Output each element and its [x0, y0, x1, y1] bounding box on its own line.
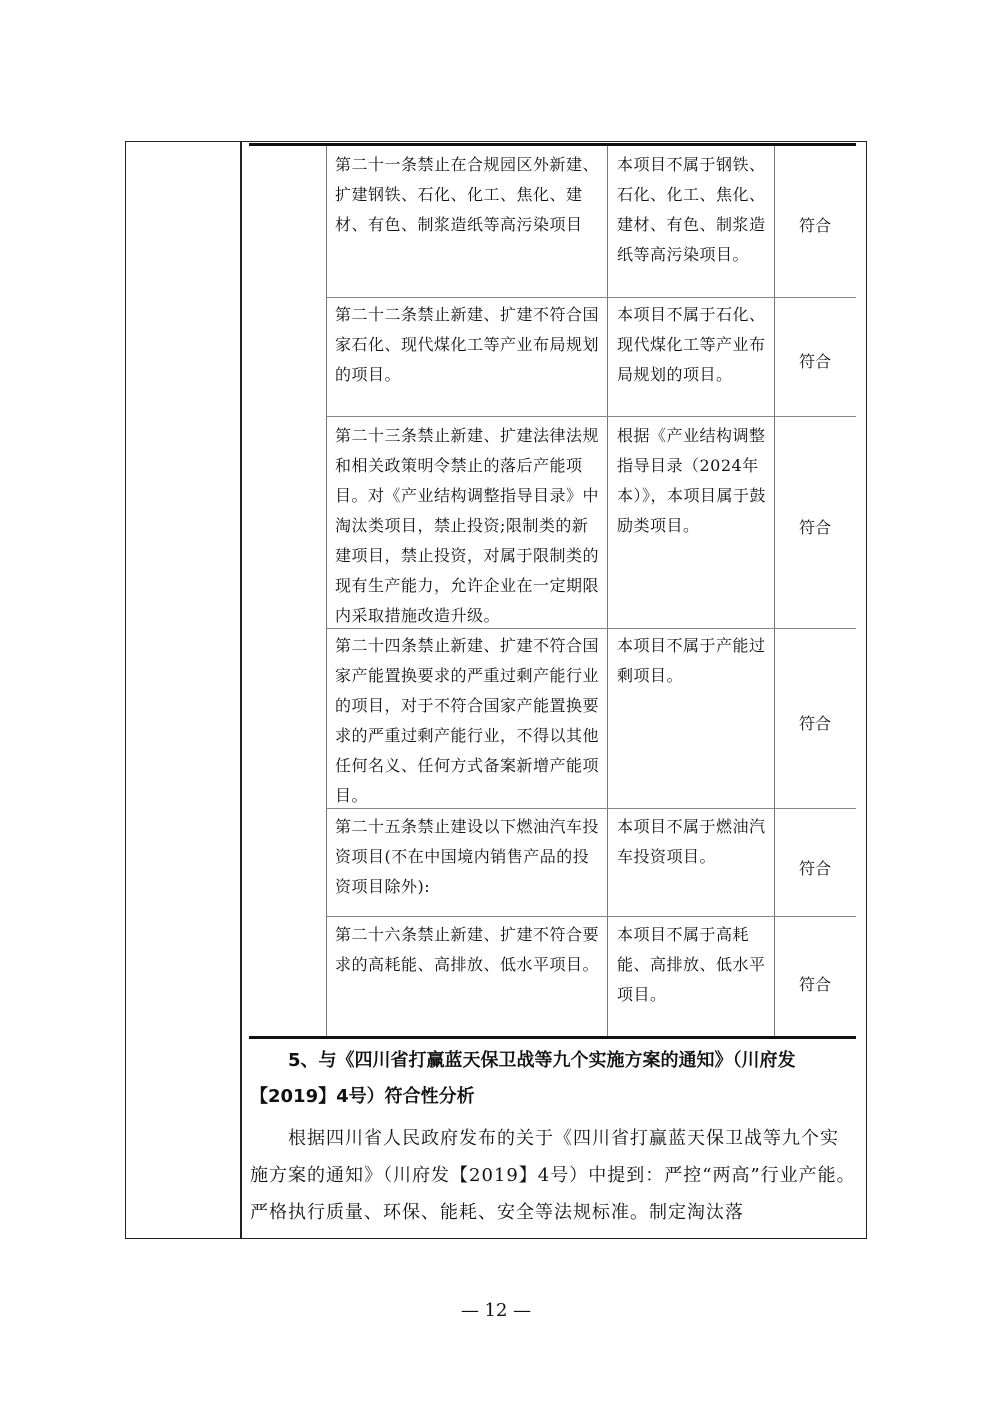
- table-cell-verdict: 符合: [798, 975, 831, 994]
- inner-table-bottom-border: [249, 1036, 856, 1039]
- table-cell-rule: 第二十四条禁止新建、扩建不符合国家产能置换要求的严重过剩产能行业的项目，对于不符合国家产能置换要求的严重过剩产能行业，不得以其他任何名义、任何方式备案新增产能项目。: [335, 636, 600, 805]
- inner-table-top-border: [249, 143, 856, 146]
- table-cell-project: 本项目不属于燃油汽车投资项目。: [617, 817, 766, 866]
- row-divider: [326, 297, 856, 298]
- row-divider: [326, 916, 856, 917]
- table-cell-rule: 第二十一条禁止在合规园区外新建、扩建钢铁、石化、化工、焦化、建材、有色、制浆造纸等高污染项目: [335, 155, 600, 234]
- table-cell-rule: 第二十二条禁止新建、扩建不符合国家石化、现代煤化工等产业布局规划的项目。: [335, 305, 600, 384]
- table-cell-verdict: 符合: [798, 216, 831, 235]
- page-number: — 12 —: [460, 1300, 532, 1321]
- table-cell-verdict: 符合: [798, 518, 831, 537]
- outer-column-divider: [240, 141, 242, 1239]
- row-divider: [326, 416, 856, 417]
- table-cell-verdict: 符合: [798, 859, 831, 878]
- verdict-column-left-border: [774, 146, 775, 1036]
- section-heading: 5、与《四川省打赢蓝天保卫战等九个实施方案的通知》（川府发【2019】4号）符合性分析: [250, 1050, 796, 1107]
- table-cell-rule: 第二十五条禁止建设以下燃油汽车投资项目(不在中国境内销售产品的投资项目除外):: [335, 817, 600, 896]
- rule-column-left-border: [326, 146, 327, 1036]
- project-column-left-border: [607, 146, 608, 1036]
- table-cell-project: 本项目不属于石化、现代煤化工等产业布局规划的项目。: [617, 305, 766, 384]
- table-cell-rule: 第二十三条禁止新建、扩建法律法规和相关政策明令禁止的落后产能项目。对《产业结构调整指导目录》中淘汰类项目，禁止投资;限制类的新建项目，禁止投资，对属于限制类的现有生产能力，允许企业在一定期限内采取措施改造升级。: [335, 426, 600, 625]
- table-cell-rule: 第二十六条禁止新建、扩建不符合要求的高耗能、高排放、低水平项目。: [335, 925, 600, 974]
- table-cell-verdict: 符合: [798, 714, 831, 733]
- table-cell-verdict: 符合: [798, 352, 831, 371]
- section-paragraph: 根据四川省人民政府发布的关于《四川省打赢蓝天保卫战等九个实施方案的通知》（川府发【2019】4号）中提到：严控“两高”行业产能。严格执行质量、环保、能耗、安全等法规标准。制定淘汰落: [250, 1128, 856, 1223]
- table-cell-project: 本项目不属于高耗能、高排放、低水平项目。: [617, 925, 766, 1004]
- table-cell-project: 本项目不属于产能过剩项目。: [617, 636, 766, 685]
- table-cell-project: 根据《产业结构调整指导目录（2024年本）》，本项目属于鼓励类项目。: [617, 426, 767, 535]
- table-cell-project: 本项目不属于钢铁、石化、化工、焦化、建材、有色、制浆造纸等高污染项目。: [617, 155, 766, 264]
